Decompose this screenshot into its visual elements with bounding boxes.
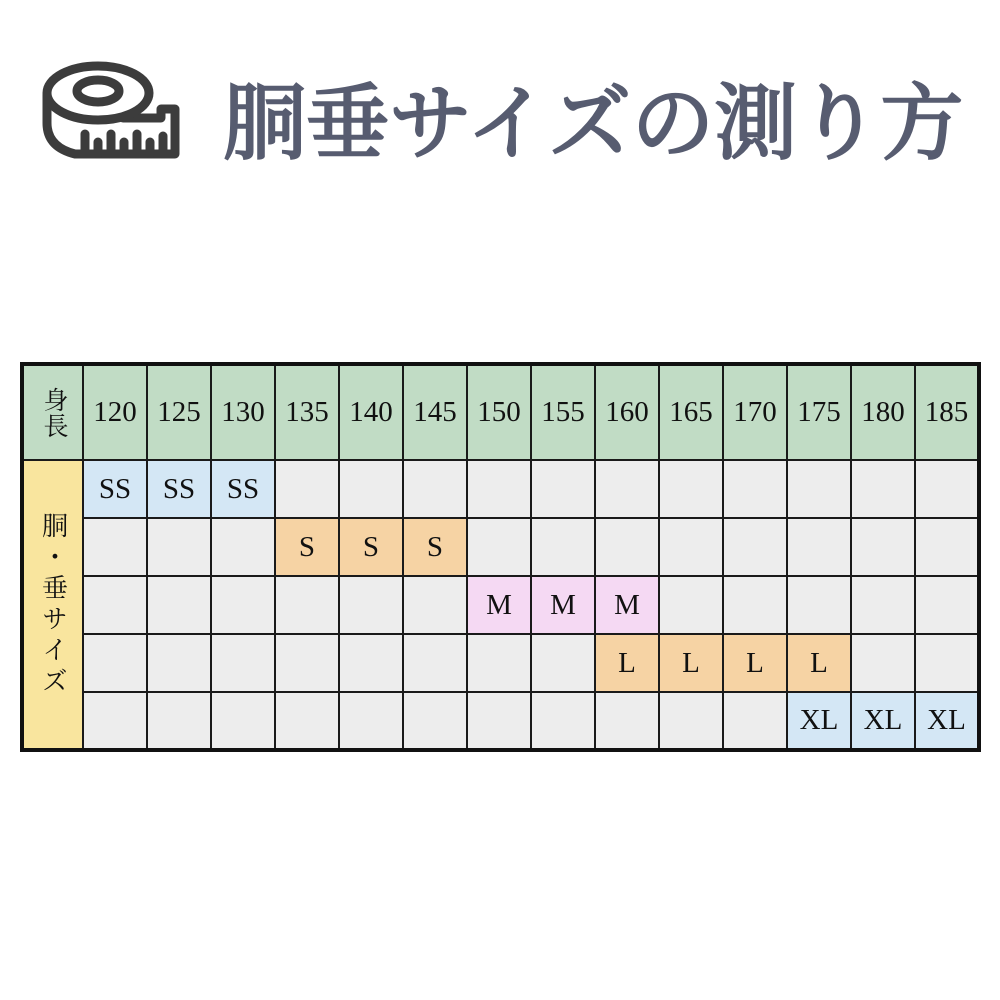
size-cell-SS-125: SS bbox=[147, 460, 211, 518]
height-col-145: 145 bbox=[403, 364, 467, 460]
size-cell-L-160: L bbox=[595, 634, 659, 692]
empty-cell-M-170 bbox=[723, 576, 787, 634]
empty-cell-M-145 bbox=[403, 576, 467, 634]
empty-cell-XL-140 bbox=[339, 692, 403, 750]
size-row-SS bbox=[22, 460, 979, 518]
empty-cell-XL-155 bbox=[531, 692, 595, 750]
height-col-185: 185 bbox=[915, 364, 979, 460]
empty-cell-XL-120 bbox=[83, 692, 147, 750]
height-col-165: 165 bbox=[659, 364, 723, 460]
empty-cell-L-145 bbox=[403, 634, 467, 692]
empty-cell-SS-185 bbox=[915, 460, 979, 518]
empty-cell-XL-165 bbox=[659, 692, 723, 750]
empty-cell-S-150 bbox=[467, 518, 531, 576]
empty-cell-L-180 bbox=[851, 634, 915, 692]
empty-cell-SS-180 bbox=[851, 460, 915, 518]
size-row-M bbox=[22, 576, 979, 634]
size-row-XL bbox=[22, 692, 979, 750]
empty-cell-SS-170 bbox=[723, 460, 787, 518]
empty-cell-S-120 bbox=[83, 518, 147, 576]
height-header-row bbox=[22, 364, 979, 460]
empty-cell-SS-160 bbox=[595, 460, 659, 518]
empty-cell-S-155 bbox=[531, 518, 595, 576]
size-cell-XL-185: XL bbox=[915, 692, 979, 750]
empty-cell-M-180 bbox=[851, 576, 915, 634]
empty-cell-SS-140 bbox=[339, 460, 403, 518]
empty-cell-S-165 bbox=[659, 518, 723, 576]
empty-cell-SS-165 bbox=[659, 460, 723, 518]
height-col-170: 170 bbox=[723, 364, 787, 460]
height-col-125: 125 bbox=[147, 364, 211, 460]
height-col-150: 150 bbox=[467, 364, 531, 460]
size-cell-S-140: S bbox=[339, 518, 403, 576]
empty-cell-SS-150 bbox=[467, 460, 531, 518]
empty-cell-XL-150 bbox=[467, 692, 531, 750]
empty-cell-S-160 bbox=[595, 518, 659, 576]
empty-cell-M-130 bbox=[211, 576, 275, 634]
empty-cell-XL-135 bbox=[275, 692, 339, 750]
empty-cell-S-170 bbox=[723, 518, 787, 576]
empty-cell-M-165 bbox=[659, 576, 723, 634]
size-cell-SS-130: SS bbox=[211, 460, 275, 518]
size-row-L bbox=[22, 634, 979, 692]
empty-cell-XL-130 bbox=[211, 692, 275, 750]
empty-cell-L-120 bbox=[83, 634, 147, 692]
empty-cell-S-180 bbox=[851, 518, 915, 576]
height-col-135: 135 bbox=[275, 364, 339, 460]
empty-cell-M-125 bbox=[147, 576, 211, 634]
height-col-155: 155 bbox=[531, 364, 595, 460]
size-cell-M-155: M bbox=[531, 576, 595, 634]
size-cell-S-145: S bbox=[403, 518, 467, 576]
size-cell-M-160: M bbox=[595, 576, 659, 634]
empty-cell-S-125 bbox=[147, 518, 211, 576]
size-row-S bbox=[22, 518, 979, 576]
empty-cell-L-130 bbox=[211, 634, 275, 692]
empty-cell-L-125 bbox=[147, 634, 211, 692]
size-cell-M-150: M bbox=[467, 576, 531, 634]
empty-cell-S-130 bbox=[211, 518, 275, 576]
empty-cell-M-175 bbox=[787, 576, 851, 634]
row-group-label: 胴・垂サイズ bbox=[22, 460, 83, 750]
height-col-120: 120 bbox=[83, 364, 147, 460]
corner-label-height: 身長 bbox=[22, 364, 83, 460]
size-chart-table bbox=[20, 362, 981, 752]
empty-cell-L-185 bbox=[915, 634, 979, 692]
empty-cell-XL-160 bbox=[595, 692, 659, 750]
empty-cell-S-185 bbox=[915, 518, 979, 576]
size-cell-L-175: L bbox=[787, 634, 851, 692]
empty-cell-SS-175 bbox=[787, 460, 851, 518]
empty-cell-M-135 bbox=[275, 576, 339, 634]
empty-cell-XL-125 bbox=[147, 692, 211, 750]
size-cell-L-170: L bbox=[723, 634, 787, 692]
size-cell-SS-120: SS bbox=[83, 460, 147, 518]
size-cell-L-165: L bbox=[659, 634, 723, 692]
height-col-130: 130 bbox=[211, 364, 275, 460]
empty-cell-SS-145 bbox=[403, 460, 467, 518]
measuring-tape-icon bbox=[35, 57, 185, 175]
empty-cell-S-175 bbox=[787, 518, 851, 576]
empty-cell-L-140 bbox=[339, 634, 403, 692]
empty-cell-SS-135 bbox=[275, 460, 339, 518]
height-col-160: 160 bbox=[595, 364, 659, 460]
empty-cell-L-150 bbox=[467, 634, 531, 692]
height-col-140: 140 bbox=[339, 364, 403, 460]
empty-cell-L-135 bbox=[275, 634, 339, 692]
size-cell-XL-180: XL bbox=[851, 692, 915, 750]
empty-cell-M-120 bbox=[83, 576, 147, 634]
empty-cell-SS-155 bbox=[531, 460, 595, 518]
size-cell-XL-175: XL bbox=[787, 692, 851, 750]
empty-cell-M-140 bbox=[339, 576, 403, 634]
size-cell-S-135: S bbox=[275, 518, 339, 576]
page-title: 胴垂サイズの測り方 bbox=[223, 77, 964, 170]
height-col-180: 180 bbox=[851, 364, 915, 460]
empty-cell-M-185 bbox=[915, 576, 979, 634]
height-col-175: 175 bbox=[787, 364, 851, 460]
title-row bbox=[35, 48, 985, 183]
empty-cell-L-155 bbox=[531, 634, 595, 692]
empty-cell-XL-145 bbox=[403, 692, 467, 750]
empty-cell-XL-170 bbox=[723, 692, 787, 750]
